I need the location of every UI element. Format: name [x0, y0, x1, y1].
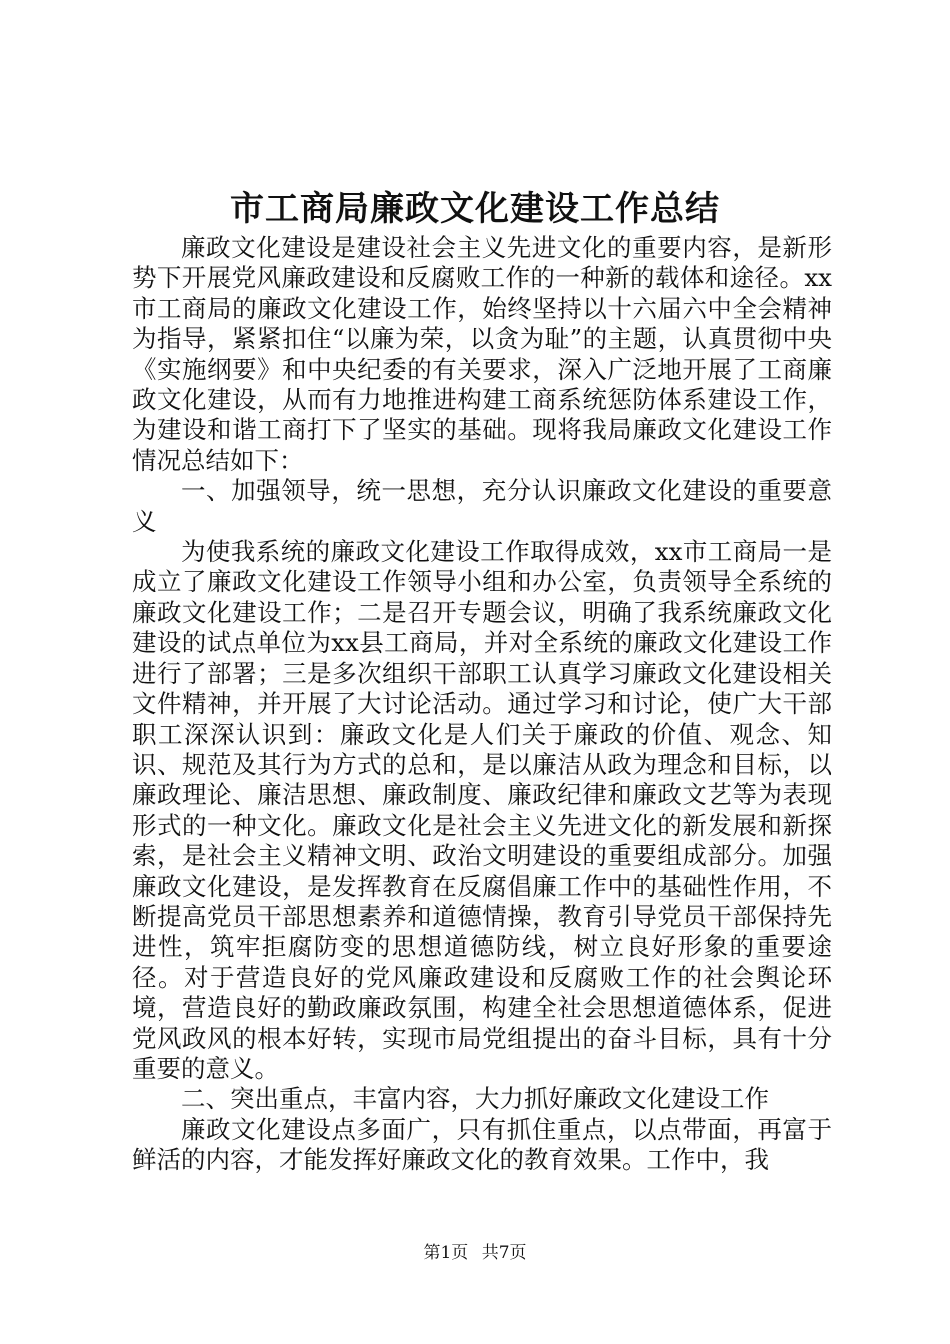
section-heading-2: 二、突出重点，丰富内容，大力抓好廉政文化建设工作 — [181, 1084, 769, 1114]
page-number: 第1页 — [423, 1243, 469, 1263]
paragraph-intro: 廉政文化建设是建设社会主义先进文化的重要内容，是新形势下开展党风廉政建设和反腐败工作的一种新的载体和途径。xx市工商局的廉政文化建设工作，始终坚持以十六届六中全会精神为指导，紧紧扣住“以廉为荣，以贪为耻”的主题，认真贯彻中央《实施纲要》和中央纪委的有关要求，深入广泛地开展了工商廉政文化建设，从而有力地推进构建工商系统惩防体系建设工作，为建设和谐工商打下了坚实的基础。现将我局廉政文化建设工作情况总结如下： — [132, 233, 832, 475]
document-body — [132, 233, 832, 1176]
paragraph-section-1: 为使我系统的廉政文化建设工作取得成效，xx市工商局一是成立了廉政文化建设工作领导小组和办公室，负责领导全系统的廉政文化建设工作；二是召开专题会议，明确了我系统廉政文化建设的试点单位为xx县工商局，并对全系统的廉政文化建设工作进行了部署；三是多次组织干部职工认真学习廉政文化建设相关文件精神，并开展了大讨论活动。通过学习和讨论，使广大干部职工深深认识到：廉政文化是人们关于廉政的价值、观念、知识、规范及其行为方式的总和，是以廉洁从政为理念和目标，以廉政理论、廉洁思想、廉政制度、廉政纪律和廉政文艺等为表现形式的一种文化。廉政文化是社会主义先进文化的新发展和新探索，是社会主义精神文明、政治文明建设的重要组成部分。加强廉政文化建设，是发挥教育在反腐倡廉工作中的基础性作用，不断提高党员干部思想素养和道德情操，教育引导党员干部保持先进性，筑牢拒腐防变的思想道德防线，树立良好形象的重要途径。对于营造良好的党风廉政建设和反腐败工作的社会舆论环境，营造良好的勤政廉政氛围，构建全社会思想道德体系，促进党风政风的根本好转，实现市局党组提出的奋斗目标，具有十分重要的意义。 — [132, 537, 832, 1083]
page-total: 共7页 — [481, 1243, 527, 1263]
section-heading-1: 一、加强领导，统一思想，充分认识廉政文化建设的重要意义 — [132, 476, 832, 536]
page-footer — [0, 1241, 950, 1265]
document-title: 市工商局廉政文化建设工作总结 — [230, 189, 720, 229]
paragraph-section-2: 廉政文化建设点多面广，只有抓住重点，以点带面，再富于鲜活的内容，才能发挥好廉政文化的教育效果。工作中，我 — [132, 1114, 832, 1175]
